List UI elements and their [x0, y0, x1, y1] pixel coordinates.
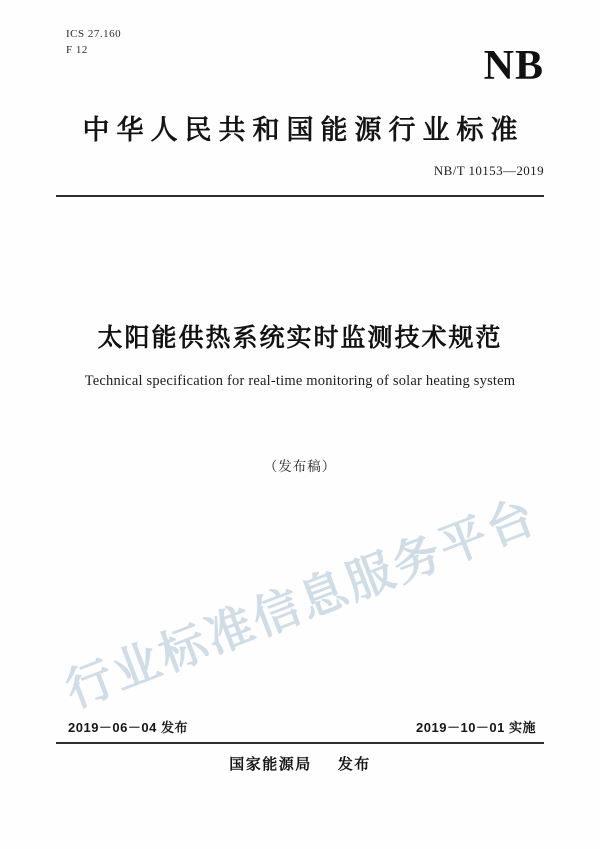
document-title-en: Technical specification for real-time monitoring of solar heating system — [84, 373, 516, 389]
document-title-cn: 太阳能供热系统实时监测技术规范 — [97, 324, 503, 352]
ics-code: ICS 27.160 — [66, 28, 122, 40]
standard-number: NB/T 10153—2019 — [433, 163, 544, 178]
effective-date: 2019－10－01 实施 — [416, 720, 536, 735]
issuer-line — [0, 753, 600, 774]
issuer-name: 国家能源局 — [229, 756, 312, 773]
ics-block — [66, 26, 121, 58]
document-stage: （发布稿） — [263, 459, 337, 474]
watermark-text: 行业标准信息服务平台 — [58, 488, 544, 718]
standard-title: 中华人民共和国能源行业标准 — [82, 115, 525, 145]
footer-divider — [56, 742, 544, 744]
nb-logo: NB — [483, 43, 544, 89]
header-divider — [56, 195, 544, 197]
issue-date: 2019－06－04 发布 — [68, 720, 188, 735]
issuer-action: 发布 — [337, 756, 371, 773]
classification-code: F 12 — [66, 44, 88, 56]
